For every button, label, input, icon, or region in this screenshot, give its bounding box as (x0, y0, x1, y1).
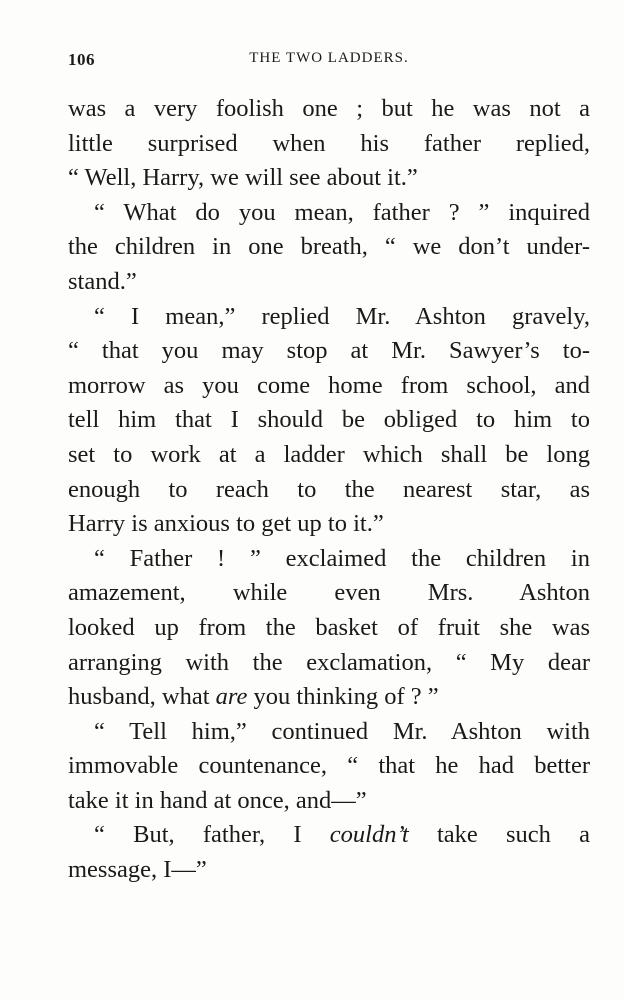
text-line: the children in one breath, “ we don’t under- (68, 233, 590, 261)
text-line: “ I mean,” replied Mr. Ashton gravely, (94, 302, 590, 330)
text-line: immovable countenance, “ that he had better (68, 752, 590, 780)
page-header (68, 50, 590, 72)
text-line: enough to reach to the nearest star, as (68, 475, 590, 503)
text-line: husband, what are you thinking of ? ” (68, 683, 439, 711)
text-line: looked up from the basket of fruit she was (68, 613, 590, 641)
text-line: message, I—” (68, 856, 207, 884)
body-text (68, 92, 590, 888)
text-line: “ that you may stop at Mr. Sawyer’s to- (68, 337, 590, 365)
running-title: THE TWO LADDERS. (249, 50, 409, 66)
text-line: Harry is anxious to get up to it.” (68, 510, 384, 538)
text-line: “ Father ! ” exclaimed the children in (94, 544, 590, 572)
text-line: tell him that I should be obliged to him to (68, 406, 590, 434)
text-line: was a very foolish one ; but he was not a (68, 95, 590, 122)
page-number: 106 (68, 50, 95, 69)
text-line: amazement, while even Mrs. Ashton (68, 579, 590, 607)
text-line: “ But, father, I couldn’t take such a (94, 821, 590, 849)
text-line: “ Well, Harry, we will see about it.” (68, 164, 418, 192)
text-line: stand.” (68, 267, 137, 295)
text-line: “ Tell him,” continued Mr. Ashton with (94, 717, 590, 745)
text-line: arranging with the exclamation, “ My dear (68, 648, 590, 676)
text-line: “ What do you mean, father ? ” inquired (94, 198, 590, 226)
text-line: little surprised when his father replied, (68, 129, 590, 157)
text-line: morrow as you come home from school, and (68, 371, 590, 399)
text-line: set to work at a ladder which shall be long (68, 440, 590, 468)
text-line: take it in hand at once, and—” (68, 786, 367, 814)
